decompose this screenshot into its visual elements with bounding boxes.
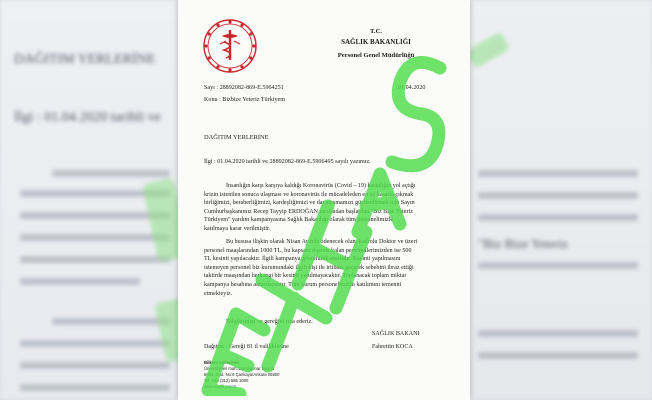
distribution-line: Dağıtım : Gereği 81 il valiliklerine xyxy=(204,344,289,350)
footer-address-2: Üniversiteler mah. Dumlupınar bulvarı xyxy=(204,366,275,371)
document-sheet xyxy=(178,0,470,400)
recipient-heading: DAĞITIM YERLERİNE xyxy=(204,134,269,141)
bg-line xyxy=(478,330,638,337)
body-paragraph-2 xyxy=(204,238,454,298)
bg-recipient: DAĞITIM YERLERİNE xyxy=(14,52,156,67)
bg-line xyxy=(20,278,140,285)
bg-line xyxy=(52,318,170,325)
bg-line xyxy=(20,384,170,391)
paragraph-line: İnsanlığın karşı karşıya kaldığı Koronavirüs (Covid – 19) hastalığın yol açtığı xyxy=(226,183,416,189)
paragraph-line: krizin istenilen sonuca ulaşması ve koronavirüs ile mücadeleden en az hasarla çıkmak xyxy=(204,191,414,198)
reference-line: İlgi : 01.04.2020 tarihli ve 28892082-869-E.5906495 sayılı yazımız. xyxy=(204,159,371,165)
document-number: Sayı : 28892082-869-E.5964251 xyxy=(204,85,284,91)
bg-line xyxy=(478,214,638,221)
bg-line xyxy=(478,170,638,177)
bg-line xyxy=(20,234,170,241)
ministry-logo xyxy=(202,18,258,74)
paragraph-line: birliğimizi, beraberliğimizi, kardeşliğimizi ve dayanışmamızı güçlendirmek için Sayın xyxy=(204,200,415,207)
header-department: Personel Genel Müdürlüğü xyxy=(337,52,415,59)
document-subject: Konu : Bizbize Yeteriz Türkiyem xyxy=(204,97,285,103)
paragraph-line: Bu hususa ilişkin olarak Nisan Ayında ödenecek olan; kadrolu Doktor ve üzeri xyxy=(226,239,418,245)
paragraph-line: TL kesinti yapılacaktır. İlgili kampanya gönüllülük esaslıdır. Kesinti yapılmasını xyxy=(204,256,401,263)
bg-ilgi: İlgi : 01.04.2020 tarihli ve xyxy=(14,110,161,125)
signature-name: Fahrettin KOCA xyxy=(372,344,413,350)
header-state: T.C. xyxy=(370,28,382,35)
paragraph-line: Türkiyem" yardım kampanyasına Sağlık Bakanlığı olarak tüm personelimizle xyxy=(204,217,394,224)
bg-line xyxy=(52,170,170,177)
footer-phone: Tel: +90 (312) 585 1000 xyxy=(204,378,249,383)
background-right-strip xyxy=(470,0,652,400)
signature-title: SAĞLIK BAKANI xyxy=(372,331,420,337)
paragraph-line: etmekteyiz. xyxy=(204,290,233,297)
footer-address-3: 6001. Cad. No:9 Çankaya/Ankara 06800 xyxy=(204,372,280,377)
footer-website: www.saglik.gov.tr xyxy=(204,384,237,389)
paragraph-line: taktirde maaşından herhangi bir kesinti yapılmayacaktır. Toplanacak toplam miktar xyxy=(204,273,407,280)
closing-line: Bilgilerinizi ve gereğini rica ederiz. xyxy=(226,319,313,325)
bg-line xyxy=(20,256,170,263)
body-paragraph-1 xyxy=(204,182,454,234)
bg-line xyxy=(478,262,638,269)
bg-line xyxy=(478,352,638,359)
paragraph-line: Cumhurbaşkanımız Recep Tayyip ERDOĞAN tarafından başlatılan "Biz Bize Yeteriz xyxy=(204,208,413,215)
paragraph-line: istemeyen personel biz kurumundaki ilgili kişi ile irtibata geçerek sebebini ibraz ettiği xyxy=(204,264,414,271)
paragraph-line: personel maaşlarından 1000 TL, bu kapsam dışında kalan personellerimizden ise 500 xyxy=(204,247,412,254)
document-date: 01.04.2020 xyxy=(398,85,426,91)
paragraph-line: katılmaya karar verilmiştir. xyxy=(204,225,271,232)
footer-address-1: Bilkent yerleşkesi xyxy=(204,360,240,365)
header-ministry: SAĞLIK BAKANLIĞI xyxy=(341,38,411,46)
bg-line xyxy=(20,340,170,347)
bg-line xyxy=(478,192,638,199)
bg-right-line: "Biz Bize Yeteriz xyxy=(478,236,569,251)
paragraph-line: kampanya hesabına aktarılacaktır. Tüm kurum personelimizin katılımını temenni xyxy=(204,281,402,288)
bg-line xyxy=(20,362,170,369)
